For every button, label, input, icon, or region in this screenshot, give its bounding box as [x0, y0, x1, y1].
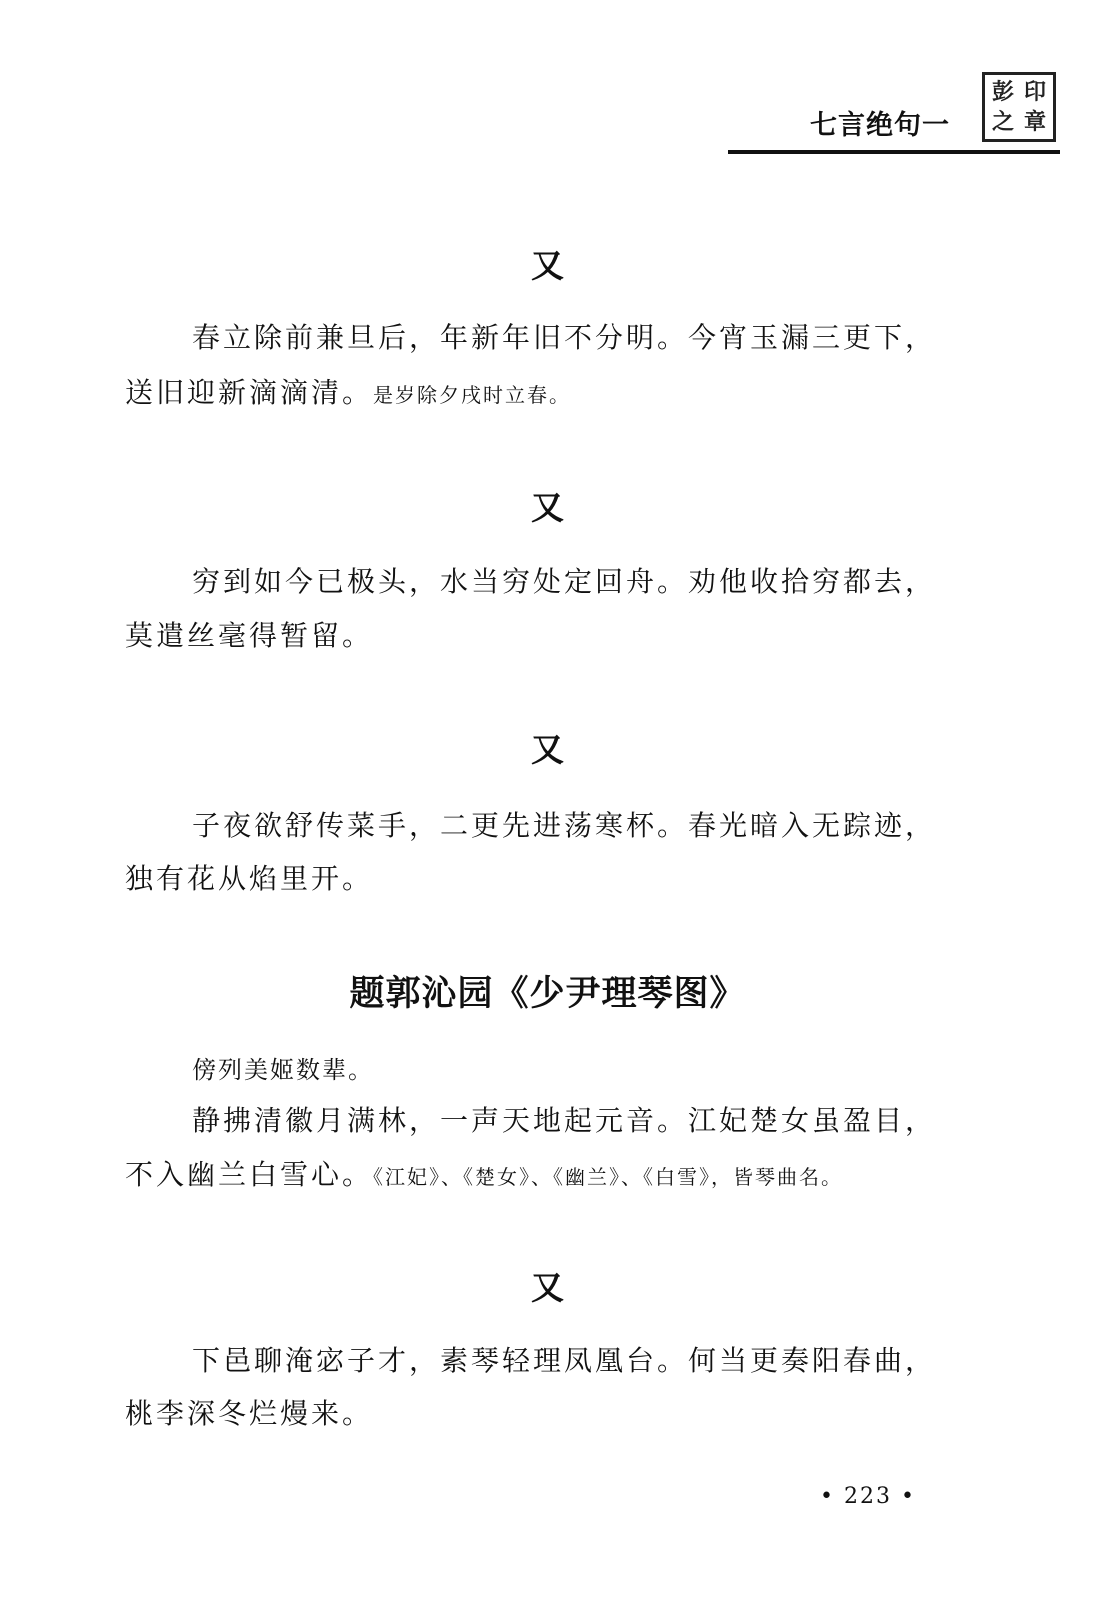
poem-title: 题郭沁园《少尹理琴图》: [349, 973, 746, 1014]
poem-line: 送旧迎新滴滴清。: [125, 376, 374, 409]
poem-line: 独有花从焰里开。: [125, 862, 374, 895]
poem-title: 又: [531, 246, 564, 285]
poem-line: 穷到如今已极头，水当穷处定回舟。劝他收拾穷都去，: [192, 565, 937, 598]
poem-title: 又: [531, 1268, 564, 1307]
poem-line: 桃李深冬烂熳来。: [125, 1397, 374, 1430]
poem-line: 不入幽兰白雪心。: [125, 1158, 374, 1191]
poem-line: 静拂清徽月满林，一声天地起元音。江妃楚女虽盈目，: [192, 1104, 937, 1137]
poem-title: 又: [531, 488, 564, 527]
seal-char: 彭: [991, 79, 1014, 105]
seal-stamp: [982, 72, 1056, 142]
poem-note: 是岁除夕戌时立春。: [373, 383, 572, 407]
seal-char: 印: [1023, 79, 1046, 105]
poem-note: 《江妃》、《楚女》、《幽兰》、《白雪》，皆琴曲名。: [373, 1165, 844, 1189]
poem-line-with-note: [125, 1153, 843, 1193]
poem-line: 下邑聊淹宓子才，素琴轻理凤凰台。何当更奏阳春曲，: [192, 1344, 937, 1377]
seal-char: 之: [991, 109, 1014, 135]
seal-char: 章: [1023, 109, 1046, 135]
poem-preface: 傍列美姬数辈。: [192, 1056, 374, 1084]
header-rule: [728, 150, 1060, 154]
poem-line: 子夜欲舒传菜手，二更先进荡寒杯。春光暗入无踪迹，: [192, 809, 937, 842]
running-header-title: 七言绝句一: [810, 110, 950, 141]
poem-line-with-note: [125, 371, 571, 411]
page-number: • 223 •: [820, 1484, 916, 1509]
poem-line: 莫遣丝毫得暂留。: [125, 619, 374, 652]
poem-line: 春立除前兼旦后，年新年旧不分明。今宵玉漏三更下，: [192, 321, 937, 354]
poem-title: 又: [531, 730, 564, 769]
